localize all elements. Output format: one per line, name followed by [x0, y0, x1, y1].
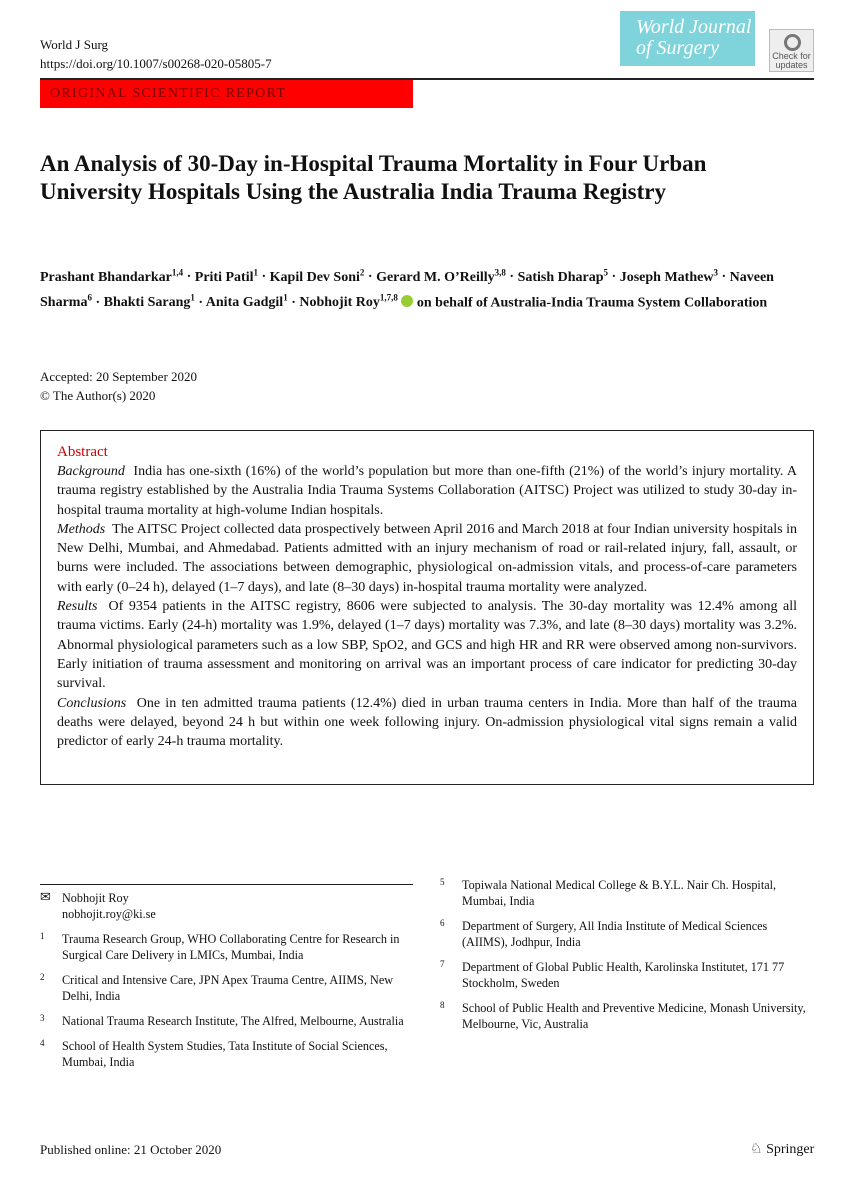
affiliation: [440, 1000, 810, 1032]
journal-info: [40, 35, 272, 73]
corresponding-author: Nobhojit Roy: [62, 891, 129, 905]
author-name: Satish Dharap: [517, 269, 604, 285]
check-updates-label: Check for updates: [772, 51, 811, 70]
author-name: Naveen Sharma: [40, 269, 774, 311]
abstract-section: [57, 694, 797, 752]
author-affiliation: 1: [190, 292, 195, 303]
author-affiliation: 1,7,8: [379, 292, 398, 303]
author: [40, 267, 184, 285]
email-link[interactable]: nobhojit.roy@ki.se: [62, 907, 156, 921]
publisher-name: Springer: [766, 1142, 815, 1157]
affiliation: [40, 1038, 410, 1070]
footnotes-left: [40, 890, 410, 1079]
affiliation-text: Critical and Intensive Care, JPN Apex Trauma Centre, AIIMS, New Delhi, India: [62, 973, 394, 1003]
accepted-date: Accepted: 20 September 2020: [40, 369, 198, 384]
author-name: Anita Gadgil: [205, 295, 284, 311]
footnote-rule: [40, 884, 413, 885]
affiliation: [440, 877, 810, 909]
author: [299, 292, 398, 311]
check-for-updates-button[interactable]: [769, 29, 814, 72]
affiliation-number: 2: [40, 972, 45, 982]
affiliation-text: Topiwala National Medical College & B.Y.L. Nair Ch. Hospital, Mumbai, India: [462, 878, 777, 908]
paper-title: An Analysis of 30-Day in-Hospital Trauma Mortality in Four Urban University Hospitals Using the Australia India Trauma Registry: [40, 151, 707, 204]
author: [376, 267, 506, 285]
published-date: Published online: 21 October 2020: [40, 1142, 222, 1157]
doi-link[interactable]: https://doi.org/10.1007/s00268-020-05805-7: [40, 56, 272, 71]
affiliation: [440, 959, 810, 991]
abstract-section: [57, 597, 797, 693]
author: [205, 292, 288, 311]
author-name: Priti Patil: [194, 269, 254, 285]
affiliation-number: 7: [440, 959, 445, 969]
affiliation-number: 6: [440, 918, 445, 928]
journal-logo: [620, 11, 755, 66]
affiliation: [40, 931, 410, 963]
envelope-icon: ✉: [40, 889, 51, 904]
author-name: Joseph Mathew: [619, 269, 714, 285]
section-label: Results: [57, 599, 98, 615]
affiliation-number: 5: [440, 877, 445, 887]
logo-line: World Journal: [636, 16, 752, 38]
author-name: Nobhojit Roy: [299, 295, 380, 311]
abstract-heading: Abstract: [57, 444, 108, 460]
abstract-section: [57, 520, 797, 597]
orcid-icon[interactable]: [401, 295, 413, 307]
author: [194, 267, 258, 285]
author-name: Gerard M. O’Reilly: [376, 269, 495, 285]
affiliation-number: 1: [40, 931, 45, 941]
author: [103, 292, 195, 311]
author-affiliation: 2: [359, 267, 365, 277]
publisher-logo: [750, 1141, 814, 1158]
springer-horse-icon: ♘: [750, 1142, 763, 1157]
bookmark-icon: [784, 34, 801, 51]
author: [269, 267, 365, 285]
affiliation: [40, 1013, 410, 1029]
affiliation-number: 4: [40, 1038, 45, 1048]
author-name: Prashant Bhandarkar: [40, 269, 172, 285]
affiliation-text: School of Public Health and Preventive Medicine, Monash University, Melbourne, Vic, Australia: [462, 1001, 806, 1031]
author-affiliation: 1,4: [171, 267, 184, 277]
correspondence: [40, 890, 410, 922]
affiliation-text: Department of Surgery, All India Institute of Medical Sciences (AIIMS), Jodhpur, India: [462, 919, 768, 949]
affiliation-number: 8: [440, 1000, 445, 1010]
section-banner: ORIGINAL SCIENTIFIC REPORT: [40, 80, 413, 108]
author-list: Prashant Bhandarkar$^{1,4}$ · Priti Patil$^1$ · Kapil Dev Soni$^2$ · Gerard M. O’Reilly$^{3,8}$ · Satish Dharap$^5$ · Joseph Mathew$^3$ · Naveen Sharma$^6$ · Bhakti Sarang$^1$ · Anita Gadgil$^1$ · Nobhojit Roy$^{1,7,8}$ on behalf of Australia-India Trauma System Collaboration: [40, 267, 774, 311]
abstract-box: [40, 430, 814, 785]
abstract-section: [57, 462, 797, 520]
author-affiliation: 3,8: [494, 267, 506, 277]
section-text: India has one-sixth (16%) of the world’s population but more than one-fifth (21%) of the world’s injury mortality. A trauma registry established by the Australia India Trauma Systems Collaboration (AITSC) Project was utilized to study 30-day in-hospital trauma mortality at high-volume Indian hospitals.: [57, 464, 798, 518]
author-affiliation: 5: [603, 267, 609, 277]
affiliation-text: Department of Global Public Health, Karolinska Institutet, 171 77 Stockholm, Sweden: [462, 960, 785, 990]
affiliation: [440, 918, 810, 950]
section-label: Background: [57, 464, 125, 479]
section-text: One in ten admitted trauma patients (12.4%) died in urban trauma centers in India. More than half of the trauma deaths were delayed, beyond 24 h but within one week following injury. On-admission physiological vital signs remain a valid predictor of early 24-h trauma mortality.: [57, 695, 797, 750]
author-affiliation: 1: [253, 267, 258, 277]
affiliation-text: Trauma Research Group, WHO Collaborating Centre for Research in Surgical Care Delivery in LMICs, Mumbai, India: [62, 932, 400, 962]
section-text: The AITSC Project collected data prospectively between April 2016 and March 2018 at four Indian university hospitals in New Delhi, Mumbai, and Ahmedabad. Patients admitted with an injury mechanism of road or rail-related injury, fall, assault, or burns were included. The associations between demographic, physiological on-admission vitals, and process-of-care parameters with early (0–24 h), delayed (1–7 days), and late (8–30 days) in-hospital trauma mortality were analyzed.: [57, 521, 798, 595]
affiliation-text: School of Health System Studies, Tata Institute of Social Sciences, Mumbai, India: [62, 1039, 388, 1069]
author-name: Bhakti Sarang: [103, 295, 191, 311]
author-affiliation: 1: [283, 292, 288, 303]
author-affiliation: 3: [713, 267, 718, 277]
author-name: Kapil Dev Soni: [269, 269, 360, 285]
dates: [40, 367, 197, 405]
section-label: Methods: [57, 521, 106, 537]
copyright: © The Author(s) 2020: [40, 388, 156, 403]
affiliation-text: National Trauma Research Institute, The Alfred, Melbourne, Australia: [62, 1014, 404, 1028]
affiliation: [40, 972, 410, 1004]
logo-line: of Surgery: [636, 37, 720, 59]
author-affiliation: 6: [87, 292, 92, 303]
footnotes-right: [440, 877, 810, 1041]
affiliation-number: 3: [40, 1013, 45, 1023]
author: [517, 267, 609, 285]
section-text: Of 9354 patients in the AITSC registry, 8606 were subjected to analysis. The 30-day mortality was 12.4% among all trauma victims. Early (24-h) mortality was 1.9%, delayed (1–7 days) mortality was 7.3%, and late (8–30 days) mortality was 3.2%. Abnormal physiological parameters such as a low SBP, SpO2, and GCS and high HR and RR were observed among non-survivors. Early initiation of trauma assessment and monitoring on arrival was an important process of care indicator for predicting 30-day survival.: [57, 599, 797, 692]
author: [619, 267, 718, 285]
journal-name: World J Surg: [40, 37, 109, 52]
section-label: Conclusions: [57, 695, 127, 711]
authors-suffix: on behalf of Australia-India Trauma System Collaboration: [416, 295, 768, 311]
